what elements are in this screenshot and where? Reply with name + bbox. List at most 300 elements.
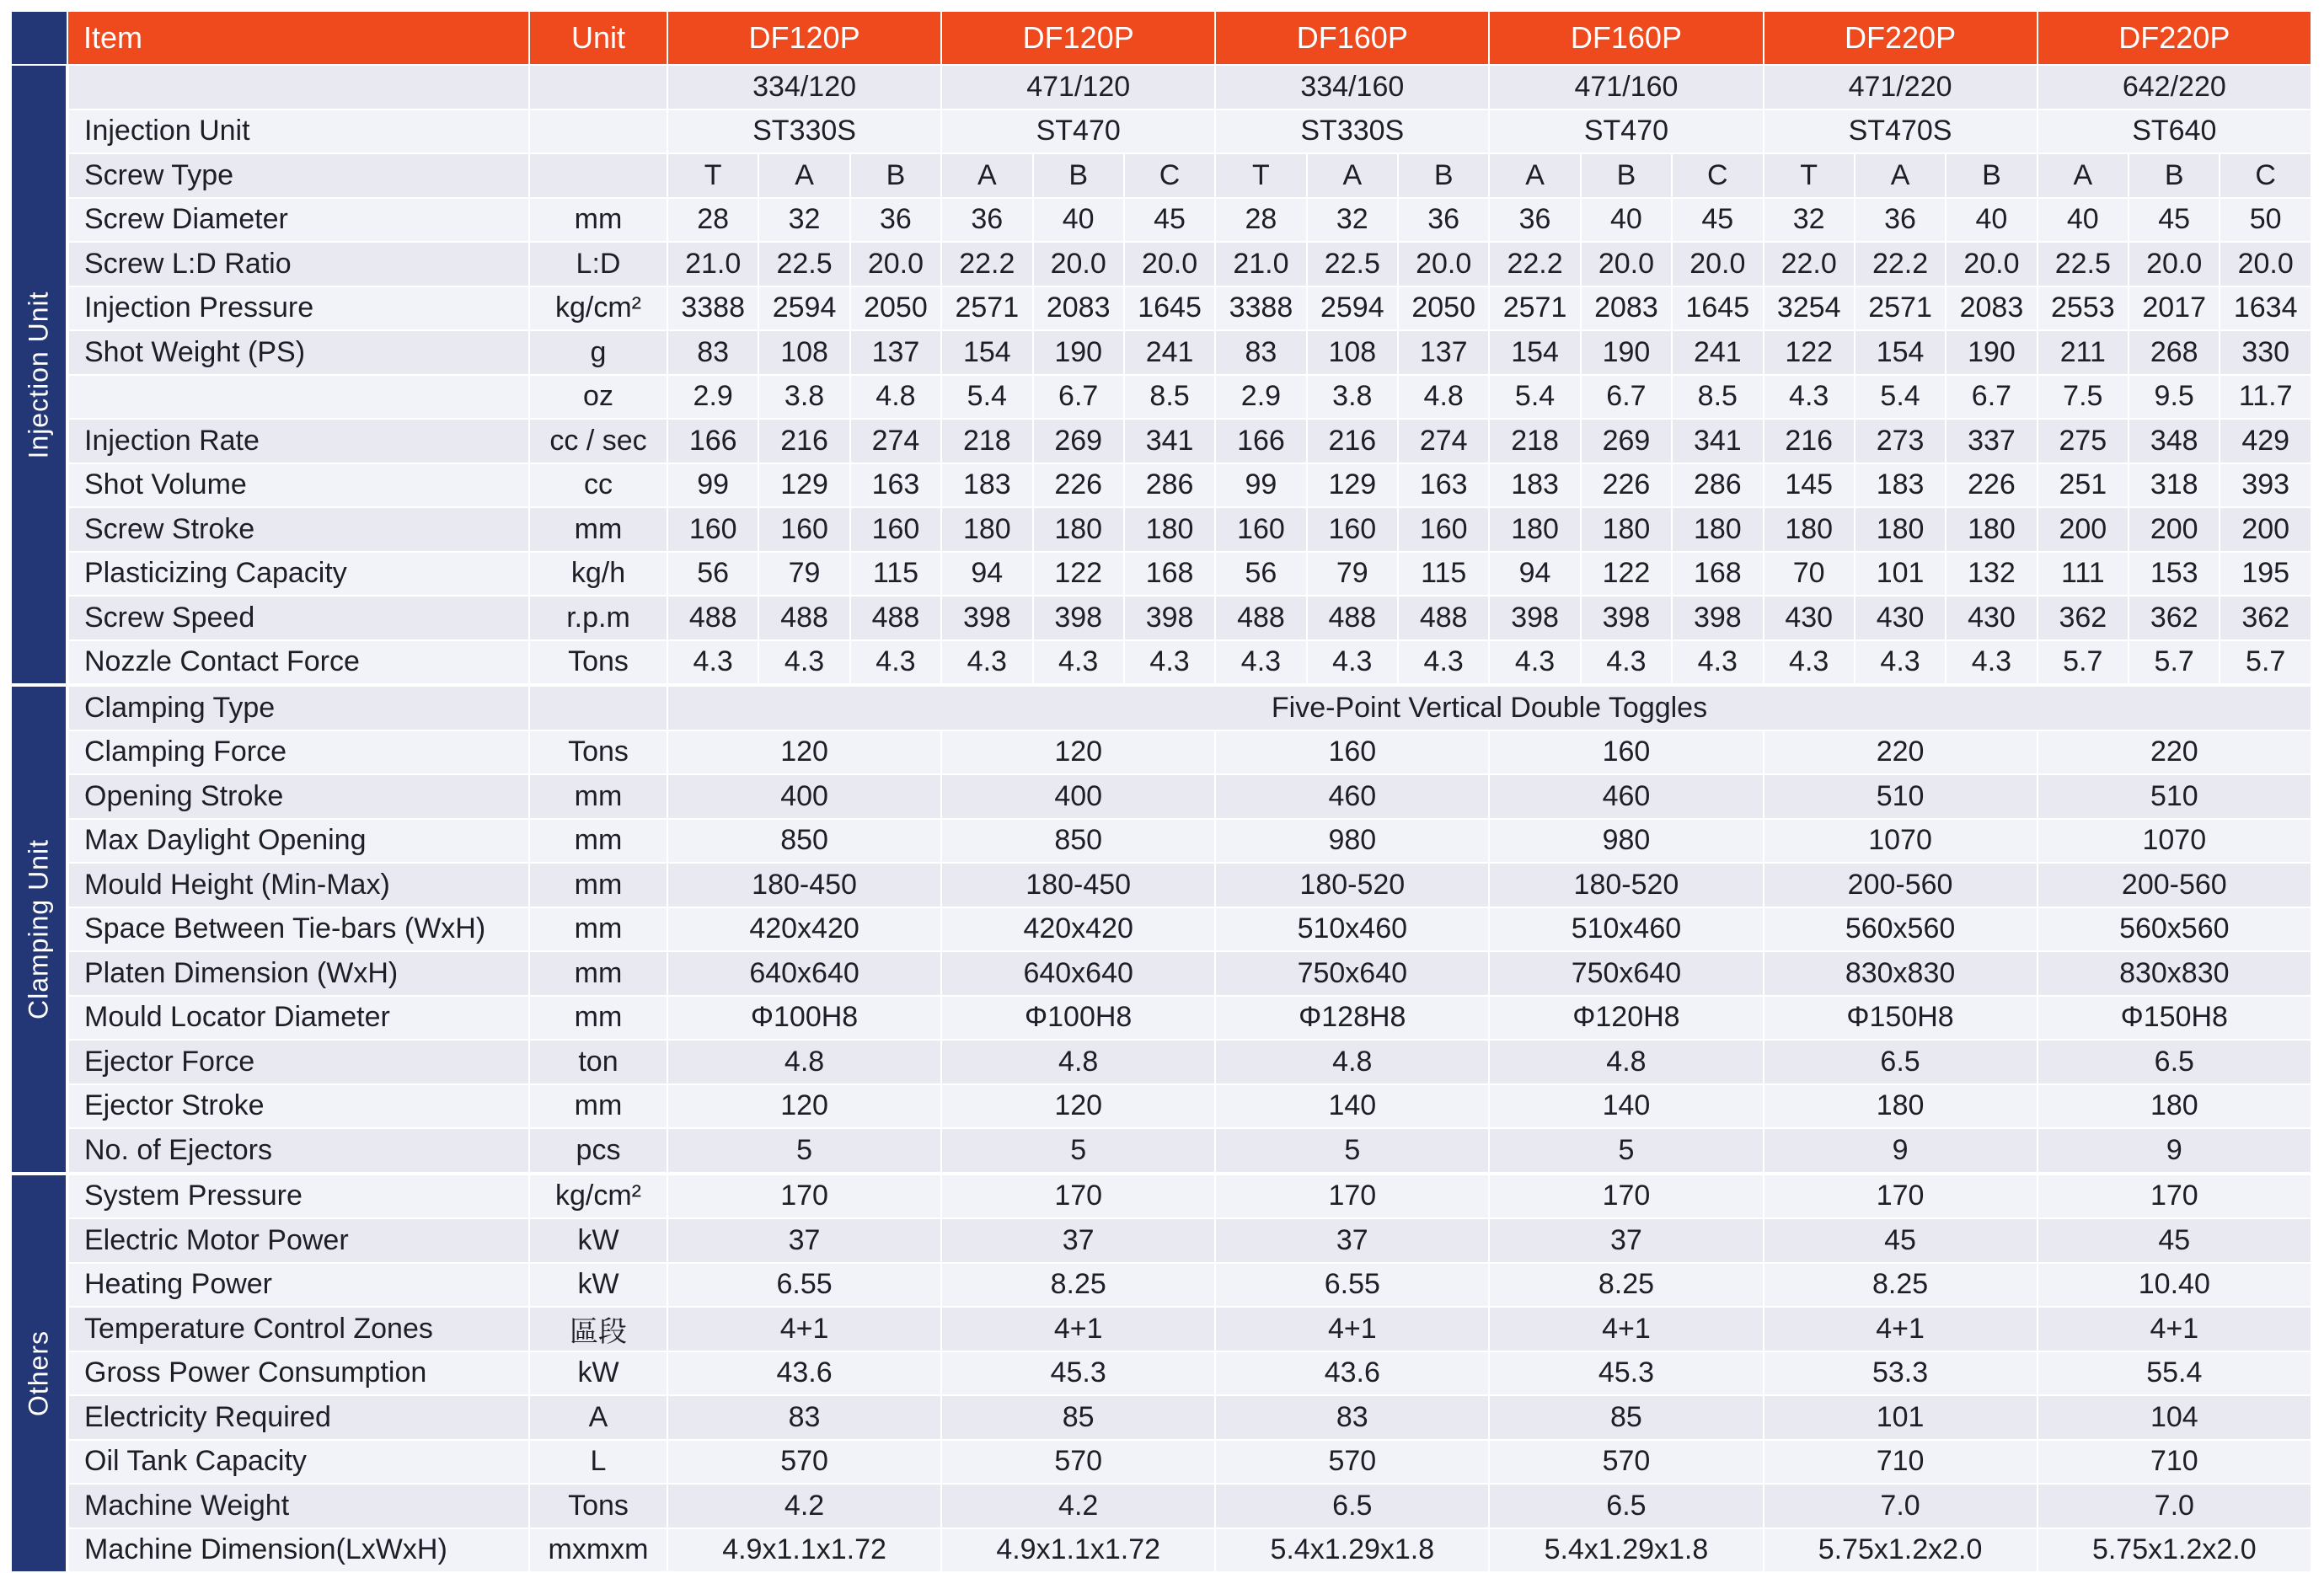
value-cell: 45: [1672, 198, 1763, 243]
value-cell: 53.3: [1764, 1351, 2038, 1396]
table-row: [12, 1307, 2311, 1351]
value-cell: 160: [850, 507, 941, 552]
value-cell: 4.3: [1215, 640, 1306, 686]
value-cell: 9.5: [2129, 375, 2220, 420]
value-cell: 570: [941, 1440, 1215, 1485]
value-cell: 488: [850, 596, 941, 640]
value-cell: 4.8: [1489, 1040, 1763, 1084]
value-cell: B: [1946, 153, 2037, 198]
section-label-others: [12, 1174, 67, 1573]
value-cell: 341: [1124, 419, 1215, 463]
item-label: Screw Stroke: [67, 507, 529, 552]
value-cell: 488: [1215, 596, 1306, 640]
value-cell: 2017: [2129, 286, 2220, 331]
value-cell: 170: [1489, 1174, 1763, 1219]
value-cell: 398: [1124, 596, 1215, 640]
value-cell: Φ150H8: [1764, 996, 2038, 1041]
value-cell: 170: [941, 1174, 1215, 1219]
item-label: Shot Weight (PS): [67, 330, 529, 375]
value-cell: 180: [1764, 507, 1855, 552]
unit-cell: pcs: [529, 1128, 667, 1174]
unit-cell: 區段: [529, 1307, 667, 1351]
table-row: [12, 198, 2311, 243]
value-cell: 640x640: [941, 951, 1215, 996]
value-cell: 180-450: [667, 863, 941, 907]
value-cell: 980: [1489, 819, 1763, 864]
value-cell: 560x560: [1764, 907, 2038, 952]
value-cell: 22.5: [2038, 242, 2129, 286]
value-cell: 20.0: [1398, 242, 1489, 286]
clamping-type-value: Five-Point Vertical Double Toggles: [667, 685, 2311, 730]
unit-cell: kW: [529, 1351, 667, 1396]
table-row: [12, 685, 2311, 730]
value-cell: 4.2: [667, 1484, 941, 1528]
value-cell: 398: [941, 596, 1032, 640]
value-cell: 43.6: [1215, 1351, 1489, 1396]
value-cell: 5.4x1.29x1.8: [1489, 1528, 1763, 1573]
value-cell: 2083: [1581, 286, 1672, 331]
value-cell: 269: [1033, 419, 1124, 463]
value-cell: 4.3: [1124, 640, 1215, 686]
item-label: Oil Tank Capacity: [67, 1440, 529, 1485]
item-label: Mould Height (Min-Max): [67, 863, 529, 907]
table-row: [12, 286, 2311, 331]
value-cell: 570: [1215, 1440, 1489, 1485]
value-cell: 3.8: [1307, 375, 1398, 420]
value-cell: 180-520: [1215, 863, 1489, 907]
value-cell: 9: [1764, 1128, 2038, 1174]
value-cell: 183: [1489, 463, 1580, 508]
value-cell: 420x420: [667, 907, 941, 952]
table-row: [12, 1440, 2311, 1485]
unit-cell: kW: [529, 1218, 667, 1263]
value-cell: 20.0: [2129, 242, 2220, 286]
value-cell: 32: [1307, 198, 1398, 243]
value-cell: 5.7: [2220, 640, 2311, 686]
unit-cell: mm: [529, 951, 667, 996]
value-cell: 4.2: [941, 1484, 1215, 1528]
value-cell: 330: [2220, 330, 2311, 375]
value-cell: 20.0: [1672, 242, 1763, 286]
value-cell: 85: [941, 1395, 1215, 1440]
value-cell: Φ150H8: [2038, 996, 2311, 1041]
value-cell: 32: [758, 198, 849, 243]
value-cell: 115: [850, 552, 941, 597]
value-cell: 45: [2129, 198, 2220, 243]
value-cell: 3388: [1215, 286, 1306, 331]
item-label: Nozzle Contact Force: [67, 640, 529, 686]
table-row: [12, 1351, 2311, 1396]
item-label: Electric Motor Power: [67, 1218, 529, 1263]
value-cell: 11.7: [2220, 375, 2311, 420]
value-cell: 5.4: [1855, 375, 1946, 420]
table-row: [12, 330, 2311, 375]
value-cell: 200-560: [1764, 863, 2038, 907]
value-cell: 430: [1764, 596, 1855, 640]
table-row: [12, 951, 2311, 996]
unit-cell: mm: [529, 774, 667, 819]
value-cell: 22.5: [1307, 242, 1398, 286]
model-code-cell: 334/160: [1215, 65, 1489, 110]
value-cell: 430: [1946, 596, 2037, 640]
value-cell: 5.7: [2129, 640, 2220, 686]
value-cell: 6.5: [2038, 1040, 2311, 1084]
item-label: Screw Type: [67, 153, 529, 198]
value-cell: 1070: [1764, 819, 2038, 864]
value-cell: 5: [941, 1128, 1215, 1174]
value-cell: 211: [2038, 330, 2129, 375]
value-cell: 6.5: [1215, 1484, 1489, 1528]
unit-cell: kg/cm²: [529, 286, 667, 331]
item-label: Injection Rate: [67, 419, 529, 463]
header-model: DF220P: [1764, 12, 2038, 65]
value-cell: B: [850, 153, 941, 198]
value-cell: 5.75x1.2x2.0: [2038, 1528, 2311, 1573]
injection-unit-cell: ST470S: [1764, 110, 2038, 154]
value-cell: 4.9x1.1x1.72: [941, 1528, 1215, 1573]
unit-cell: Tons: [529, 1484, 667, 1528]
section-label-clamping: [12, 685, 67, 1174]
item-label: Screw Diameter: [67, 198, 529, 243]
value-cell: 190: [1033, 330, 1124, 375]
value-cell: 6.5: [1764, 1040, 2038, 1084]
value-cell: 104: [2038, 1395, 2311, 1440]
table-row: [12, 907, 2311, 952]
value-cell: B: [1033, 153, 1124, 198]
value-cell: 83: [1215, 1395, 1489, 1440]
value-cell: A: [1489, 153, 1580, 198]
value-cell: 5.75x1.2x2.0: [1764, 1528, 2038, 1573]
value-cell: 200: [2038, 507, 2129, 552]
value-cell: 8.5: [1672, 375, 1763, 420]
value-cell: 850: [941, 819, 1215, 864]
value-cell: 36: [1855, 198, 1946, 243]
header-model: DF120P: [941, 12, 1215, 65]
value-cell: 4.8: [1215, 1040, 1489, 1084]
table-row: [12, 375, 2311, 420]
value-cell: 286: [1124, 463, 1215, 508]
value-cell: 510: [2038, 774, 2311, 819]
value-cell: 4.3: [1489, 640, 1580, 686]
value-cell: 8.5: [1124, 375, 1215, 420]
value-cell: 5.4: [1489, 375, 1580, 420]
item-label: Gross Power Consumption: [67, 1351, 529, 1396]
value-cell: 70: [1764, 552, 1855, 597]
value-cell: 170: [2038, 1174, 2311, 1219]
value-cell: 4.3: [1581, 640, 1672, 686]
value-cell: 269: [1581, 419, 1672, 463]
value-cell: 2.9: [667, 375, 758, 420]
value-cell: 180: [1672, 507, 1763, 552]
value-cell: 1645: [1672, 286, 1763, 331]
value-cell: 160: [1215, 507, 1306, 552]
value-cell: 274: [850, 419, 941, 463]
item-label: Screw Speed: [67, 596, 529, 640]
table-row: [12, 1528, 2311, 1573]
value-cell: 180: [941, 507, 1032, 552]
value-cell: 1070: [2038, 819, 2311, 864]
value-cell: 4.3: [1946, 640, 2037, 686]
value-cell: 4.3: [941, 640, 1032, 686]
value-cell: 160: [1307, 507, 1398, 552]
spec-table: [12, 12, 2312, 1573]
unit-cell: kW: [529, 1263, 667, 1308]
value-cell: C: [1124, 153, 1215, 198]
value-cell: 4.8: [941, 1040, 1215, 1084]
table-row: [12, 1218, 2311, 1263]
table-row: [12, 1174, 2311, 1219]
value-cell: 318: [2129, 463, 2220, 508]
value-cell: 20.0: [2220, 242, 2311, 286]
value-cell: 362: [2129, 596, 2220, 640]
item-label: No. of Ejectors: [67, 1128, 529, 1174]
value-cell: 99: [667, 463, 758, 508]
table-row: [12, 819, 2311, 864]
value-cell: 122: [1581, 552, 1672, 597]
value-cell: 510x460: [1489, 907, 1763, 952]
item-label: Electricity Required: [67, 1395, 529, 1440]
value-cell: 362: [2038, 596, 2129, 640]
value-cell: 108: [758, 330, 849, 375]
value-cell: 180-450: [941, 863, 1215, 907]
value-cell: 2571: [1855, 286, 1946, 331]
value-cell: 3388: [667, 286, 758, 331]
unit-cell: g: [529, 330, 667, 375]
value-cell: 4+1: [1215, 1307, 1489, 1351]
value-cell: 22.0: [1764, 242, 1855, 286]
item-label: Screw L:D Ratio: [67, 242, 529, 286]
value-cell: 183: [941, 463, 1032, 508]
value-cell: 286: [1672, 463, 1763, 508]
value-cell: Φ100H8: [941, 996, 1215, 1041]
model-code-cell: 334/120: [667, 65, 941, 110]
value-cell: 101: [1855, 552, 1946, 597]
unit-cell: [529, 685, 667, 730]
value-cell: 200-560: [2038, 863, 2311, 907]
value-cell: 226: [1581, 463, 1672, 508]
value-cell: 251: [2038, 463, 2129, 508]
value-cell: 160: [1489, 730, 1763, 775]
value-cell: 122: [1033, 552, 1124, 597]
value-cell: 32: [1764, 198, 1855, 243]
value-cell: 1645: [1124, 286, 1215, 331]
value-cell: 220: [1764, 730, 2038, 775]
injection-unit-cell: ST330S: [1215, 110, 1489, 154]
value-cell: 6.7: [1033, 375, 1124, 420]
model-code-cell: 471/160: [1489, 65, 1763, 110]
value-cell: 216: [1764, 419, 1855, 463]
header-model: DF160P: [1489, 12, 1763, 65]
item-label: Heating Power: [67, 1263, 529, 1308]
value-cell: 362: [2220, 596, 2311, 640]
table-row: [12, 1395, 2311, 1440]
unit-cell: mm: [529, 996, 667, 1041]
value-cell: 7.5: [2038, 375, 2129, 420]
header-item: Item: [67, 12, 529, 65]
value-cell: 22.2: [1489, 242, 1580, 286]
value-cell: 710: [1764, 1440, 2038, 1485]
model-code-cell: 471/220: [1764, 65, 2038, 110]
value-cell: 2050: [850, 286, 941, 331]
value-cell: 273: [1855, 419, 1946, 463]
item-label: Opening Stroke: [67, 774, 529, 819]
value-cell: 200: [2220, 507, 2311, 552]
value-cell: 180: [2038, 1084, 2311, 1129]
value-cell: 400: [667, 774, 941, 819]
table-row: [12, 996, 2311, 1041]
value-cell: 50: [2220, 198, 2311, 243]
table-row: [12, 640, 2311, 686]
value-cell: 429: [2220, 419, 2311, 463]
value-cell: 170: [1215, 1174, 1489, 1219]
value-cell: 570: [667, 1440, 941, 1485]
value-cell: B: [1398, 153, 1489, 198]
value-cell: 28: [1215, 198, 1306, 243]
value-cell: 45: [1124, 198, 1215, 243]
value-cell: 4.3: [1307, 640, 1398, 686]
value-cell: 120: [667, 730, 941, 775]
value-cell: 10.40: [2038, 1263, 2311, 1308]
model-code-cell: 642/220: [2038, 65, 2311, 110]
value-cell: 79: [1307, 552, 1398, 597]
value-cell: 120: [941, 1084, 1215, 1129]
header-model: DF160P: [1215, 12, 1489, 65]
value-cell: 4.3: [1033, 640, 1124, 686]
value-cell: 9: [2038, 1128, 2311, 1174]
value-cell: 4.8: [850, 375, 941, 420]
value-cell: 166: [1215, 419, 1306, 463]
value-cell: 153: [2129, 552, 2220, 597]
table-row: [12, 1128, 2311, 1174]
value-cell: 398: [1033, 596, 1124, 640]
table-row: [12, 774, 2311, 819]
unit-cell: mm: [529, 198, 667, 243]
value-cell: 45: [2038, 1218, 2311, 1263]
value-cell: 226: [1946, 463, 2037, 508]
value-cell: 37: [1489, 1218, 1763, 1263]
value-cell: A: [941, 153, 1032, 198]
table-row: [12, 730, 2311, 775]
value-cell: 6.7: [1946, 375, 2037, 420]
table-row: [12, 419, 2311, 463]
value-cell: 4.8: [1398, 375, 1489, 420]
value-cell: 120: [941, 730, 1215, 775]
value-cell: 8.25: [1489, 1263, 1763, 1308]
value-cell: 750x640: [1489, 951, 1763, 996]
value-cell: 420x420: [941, 907, 1215, 952]
value-cell: C: [2220, 153, 2311, 198]
value-cell: 241: [1124, 330, 1215, 375]
value-cell: 218: [941, 419, 1032, 463]
item-label: Injection Unit: [67, 110, 529, 154]
unit-cell: Tons: [529, 730, 667, 775]
item-label: Machine Dimension(LxWxH): [67, 1528, 529, 1573]
value-cell: 108: [1307, 330, 1398, 375]
value-cell: B: [2129, 153, 2220, 198]
unit-cell: L: [529, 1440, 667, 1485]
item-label: Shot Volume: [67, 463, 529, 508]
unit-cell: [529, 153, 667, 198]
value-cell: 2083: [1946, 286, 2037, 331]
value-cell: 129: [758, 463, 849, 508]
value-cell: 20.0: [1033, 242, 1124, 286]
value-cell: 45.3: [941, 1351, 1215, 1396]
header-row: [12, 12, 2311, 65]
item-label: Clamping Type: [67, 685, 529, 730]
value-cell: A: [2038, 153, 2129, 198]
unit-cell: r.p.m: [529, 596, 667, 640]
table-row: [12, 863, 2311, 907]
value-cell: 4.9x1.1x1.72: [667, 1528, 941, 1573]
value-cell: 137: [850, 330, 941, 375]
value-cell: 154: [1489, 330, 1580, 375]
header-corner: [12, 12, 67, 65]
value-cell: 180: [1033, 507, 1124, 552]
value-cell: 37: [941, 1218, 1215, 1263]
value-cell: 5.4x1.29x1.8: [1215, 1528, 1489, 1573]
table-row: [12, 1484, 2311, 1528]
value-cell: 488: [667, 596, 758, 640]
value-cell: C: [1672, 153, 1763, 198]
value-cell: 36: [1398, 198, 1489, 243]
value-cell: 5.7: [2038, 640, 2129, 686]
value-cell: 4+1: [941, 1307, 1215, 1351]
value-cell: 94: [941, 552, 1032, 597]
value-cell: 980: [1215, 819, 1489, 864]
value-cell: 129: [1307, 463, 1398, 508]
section-title: Injection Unit: [23, 291, 54, 458]
item-label: Machine Weight: [67, 1484, 529, 1528]
value-cell: 43.6: [667, 1351, 941, 1396]
value-cell: 488: [1307, 596, 1398, 640]
value-cell: 36: [1489, 198, 1580, 243]
value-cell: 190: [1581, 330, 1672, 375]
value-cell: 4.8: [667, 1040, 941, 1084]
value-cell: A: [1855, 153, 1946, 198]
table-row: [12, 507, 2311, 552]
value-cell: 195: [2220, 552, 2311, 597]
value-cell: 488: [1398, 596, 1489, 640]
value-cell: 21.0: [667, 242, 758, 286]
value-cell: 36: [941, 198, 1032, 243]
value-cell: 37: [667, 1218, 941, 1263]
value-cell: 398: [1489, 596, 1580, 640]
value-cell: 154: [1855, 330, 1946, 375]
value-cell: 55.4: [2038, 1351, 2311, 1396]
value-cell: 570: [1489, 1440, 1763, 1485]
table-row: [12, 552, 2311, 597]
value-cell: 3.8: [758, 375, 849, 420]
injection-unit-cell: ST330S: [667, 110, 941, 154]
value-cell: 710: [2038, 1440, 2311, 1485]
value-cell: 160: [667, 507, 758, 552]
value-cell: 2083: [1033, 286, 1124, 331]
table-row: [12, 1263, 2311, 1308]
value-cell: 200: [2129, 507, 2220, 552]
value-cell: 94: [1489, 552, 1580, 597]
value-cell: 183: [1855, 463, 1946, 508]
value-cell: 268: [2129, 330, 2220, 375]
value-cell: 190: [1946, 330, 2037, 375]
value-cell: 4.3: [1398, 640, 1489, 686]
value-cell: 180-520: [1489, 863, 1763, 907]
value-cell: 8.25: [1764, 1263, 2038, 1308]
item-label: [67, 65, 529, 110]
table-row: [12, 1040, 2311, 1084]
unit-cell: mm: [529, 819, 667, 864]
value-cell: 22.2: [941, 242, 1032, 286]
table-row: [12, 65, 2311, 110]
